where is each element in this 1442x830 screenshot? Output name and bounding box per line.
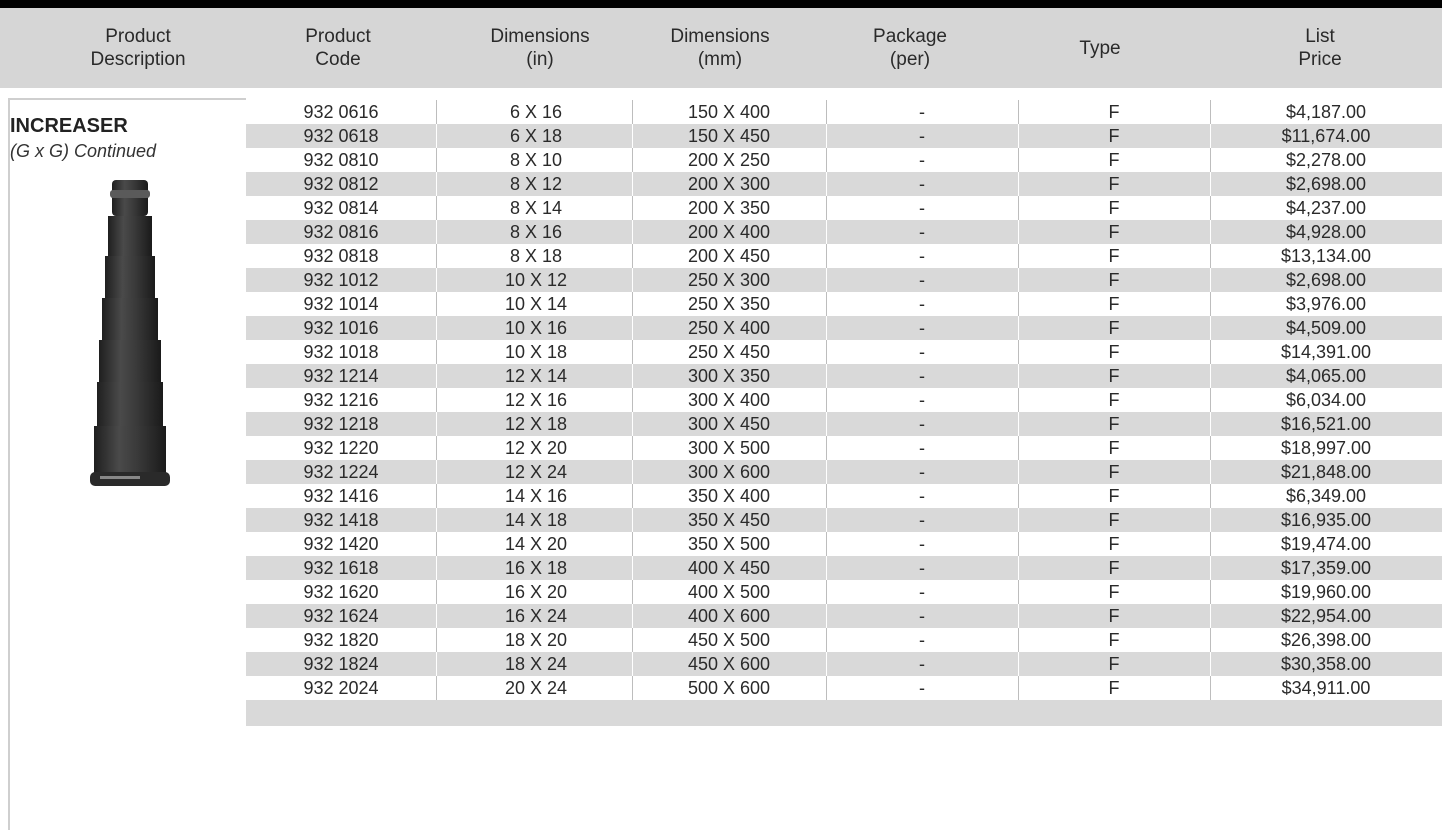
cell-list-price: $4,237.00: [1285, 198, 1367, 218]
cell-product-code: 932 1224: [303, 462, 379, 482]
column-separator: [436, 460, 437, 484]
column-separator: [436, 172, 437, 196]
cell-dimensions-in: 18 X 20: [504, 630, 568, 650]
cell-type: F: [1108, 366, 1120, 386]
column-separator: [436, 628, 437, 652]
cell-type: F: [1108, 390, 1120, 410]
cell-package: -: [919, 222, 925, 242]
column-separator: [436, 652, 437, 676]
cell-list-price: $6,034.00: [1285, 390, 1367, 410]
cell-dimensions-mm: 300 X 600: [687, 462, 771, 482]
cell-type: F: [1108, 678, 1120, 698]
cell-type: F: [1108, 414, 1120, 434]
cell-product-code: 932 0616: [303, 102, 379, 122]
cell-dimensions-mm: 300 X 450: [687, 414, 771, 434]
table-row: [246, 268, 1442, 292]
cell-dimensions-mm: 250 X 400: [687, 318, 771, 338]
column-separator: [436, 412, 437, 436]
cell-product-code: 932 1016: [303, 318, 379, 338]
cell-type: F: [1108, 486, 1120, 506]
column-separator: [436, 268, 437, 292]
cell-package: -: [919, 678, 925, 698]
column-separator: [436, 532, 437, 556]
stepped-pipe-increaser-icon: [90, 176, 170, 516]
column-separator: [436, 436, 437, 460]
cell-package: -: [919, 174, 925, 194]
cell-package: -: [919, 150, 925, 170]
cell-type: F: [1108, 558, 1120, 578]
cell-dimensions-mm: 250 X 300: [687, 270, 771, 290]
cell-list-price: $11,674.00: [1281, 126, 1371, 146]
cell-product-code: 932 0812: [303, 174, 379, 194]
cell-type: F: [1108, 462, 1120, 482]
cell-type: F: [1108, 342, 1120, 362]
cell-dimensions-mm: 200 X 350: [687, 198, 771, 218]
cell-dimensions-in: 12 X 24: [504, 462, 568, 482]
cell-product-code: 932 1220: [303, 438, 379, 458]
cell-dimensions-in: 16 X 20: [504, 582, 568, 602]
cell-package: -: [919, 486, 925, 506]
cell-type: F: [1108, 654, 1120, 674]
cell-package: -: [919, 126, 925, 146]
cell-dimensions-mm: 300 X 500: [687, 438, 771, 458]
cell-package: -: [919, 414, 925, 434]
cell-dimensions-mm: 250 X 350: [687, 294, 771, 314]
cell-type: F: [1108, 270, 1120, 290]
column-separator: [436, 604, 437, 628]
cell-product-code: 932 1012: [303, 270, 379, 290]
cell-dimensions-mm: 300 X 350: [687, 366, 771, 386]
header-dimensions-in: Dimensions (in): [490, 26, 590, 70]
table-row: [246, 580, 1442, 604]
cell-type: F: [1108, 606, 1120, 626]
cell-dimensions-in: 20 X 24: [504, 678, 568, 698]
cell-type: F: [1108, 294, 1120, 314]
cell-list-price: $22,954.00: [1280, 606, 1372, 626]
cell-package: -: [919, 462, 925, 482]
table-row: [246, 460, 1442, 484]
cell-dimensions-in: 10 X 14: [504, 294, 568, 314]
cell-dimensions-in: 12 X 16: [504, 390, 568, 410]
cell-dimensions-in: 18 X 24: [504, 654, 568, 674]
cell-type: F: [1108, 582, 1120, 602]
cell-dimensions-in: 8 X 14: [509, 198, 563, 218]
cell-dimensions-in: 8 X 18: [509, 246, 563, 266]
table-row: [246, 412, 1442, 436]
cell-dimensions-mm: 350 X 500: [687, 534, 771, 554]
table-row: [246, 148, 1442, 172]
cell-dimensions-in: 14 X 16: [504, 486, 568, 506]
cell-type: F: [1108, 534, 1120, 554]
cell-dimensions-mm: 300 X 400: [687, 390, 771, 410]
cell-dimensions-mm: 150 X 450: [687, 126, 771, 146]
cell-dimensions-mm: 400 X 450: [687, 558, 771, 578]
table-footer-band: [246, 700, 1442, 726]
column-separator: [436, 292, 437, 316]
column-separator: [436, 484, 437, 508]
cell-package: -: [919, 246, 925, 266]
cell-type: F: [1108, 510, 1120, 530]
table-row: [246, 676, 1442, 700]
cell-list-price: $16,521.00: [1280, 414, 1372, 434]
cell-list-price: $2,278.00: [1285, 150, 1367, 170]
cell-package: -: [919, 198, 925, 218]
column-separator: [436, 364, 437, 388]
cell-type: F: [1108, 630, 1120, 650]
cell-package: -: [919, 582, 925, 602]
cell-product-code: 932 1624: [303, 606, 379, 626]
cell-list-price: $2,698.00: [1285, 270, 1367, 290]
cell-dimensions-in: 16 X 18: [504, 558, 568, 578]
cell-dimensions-in: 6 X 18: [509, 126, 563, 146]
cell-dimensions-mm: 400 X 500: [687, 582, 771, 602]
header-type: Type: [1079, 37, 1121, 59]
cell-list-price: $4,187.00: [1285, 102, 1367, 122]
column-separator: [436, 124, 437, 148]
cell-dimensions-in: 12 X 14: [504, 366, 568, 386]
cell-dimensions-in: 16 X 24: [504, 606, 568, 626]
table-row: [246, 196, 1442, 220]
cell-list-price: $4,928.00: [1285, 222, 1367, 242]
cell-package: -: [919, 342, 925, 362]
table-row: [246, 508, 1442, 532]
cell-list-price: $6,349.00: [1285, 486, 1367, 506]
cell-product-code: 932 1416: [303, 486, 379, 506]
table-row: [246, 220, 1442, 244]
column-separator: [436, 220, 437, 244]
cell-type: F: [1108, 318, 1120, 338]
cell-list-price: $30,358.00: [1280, 654, 1372, 674]
cell-list-price: $34,911.00: [1281, 678, 1371, 698]
table-row: [246, 484, 1442, 508]
cell-product-code: 932 1216: [303, 390, 379, 410]
table-row: [246, 628, 1442, 652]
cell-package: -: [919, 558, 925, 578]
price-table: [246, 100, 1442, 726]
cell-list-price: $17,359.00: [1280, 558, 1372, 578]
column-separator: [436, 556, 437, 580]
table-row: [246, 532, 1442, 556]
cell-dimensions-mm: 500 X 600: [687, 678, 771, 698]
cell-product-code: 932 0818: [303, 246, 379, 266]
table-row: [246, 100, 1442, 124]
cell-product-code: 932 1018: [303, 342, 379, 362]
cell-product-code: 932 1014: [303, 294, 379, 314]
cell-list-price: $19,474.00: [1280, 534, 1372, 554]
table-row: [246, 604, 1442, 628]
cell-product-code: 932 1820: [303, 630, 379, 650]
cell-dimensions-mm: 200 X 250: [687, 150, 771, 170]
column-separator: [436, 100, 437, 124]
cell-dimensions-mm: 200 X 300: [687, 174, 771, 194]
cell-product-code: 932 1618: [303, 558, 379, 578]
cell-type: F: [1108, 198, 1120, 218]
header-product-code: Product Code: [305, 26, 371, 70]
column-separator: [436, 580, 437, 604]
cell-package: -: [919, 654, 925, 674]
cell-dimensions-mm: 450 X 500: [687, 630, 771, 650]
table-row: [246, 388, 1442, 412]
cell-product-code: 932 1218: [303, 414, 379, 434]
cell-dimensions-mm: 350 X 450: [687, 510, 771, 530]
cell-dimensions-in: 12 X 18: [504, 414, 568, 434]
cell-type: F: [1108, 438, 1120, 458]
cell-dimensions-in: 6 X 16: [509, 102, 563, 122]
cell-dimensions-in: 10 X 16: [504, 318, 568, 338]
column-separator: [436, 508, 437, 532]
cell-list-price: $3,976.00: [1285, 294, 1367, 314]
column-separator: [436, 196, 437, 220]
cell-package: -: [919, 366, 925, 386]
cell-dimensions-in: 14 X 18: [504, 510, 568, 530]
table-row: [246, 436, 1442, 460]
cell-type: F: [1108, 222, 1120, 242]
cell-product-code: 932 1214: [303, 366, 379, 386]
cell-dimensions-mm: 400 X 600: [687, 606, 771, 626]
cell-dimensions-in: 12 X 20: [504, 438, 568, 458]
cell-product-code: 932 1420: [303, 534, 379, 554]
table-row: [246, 244, 1442, 268]
cell-dimensions-in: 8 X 10: [509, 150, 563, 170]
cell-dimensions-in: 10 X 12: [504, 270, 568, 290]
table-row: [246, 556, 1442, 580]
header-list-price: List Price: [1298, 26, 1342, 70]
column-separator: [436, 244, 437, 268]
cell-package: -: [919, 510, 925, 530]
column-separator: [436, 340, 437, 364]
cell-dimensions-in: 10 X 18: [504, 342, 568, 362]
product-subtitle: (G x G) Continued: [10, 141, 157, 161]
cell-dimensions-mm: 350 X 400: [687, 486, 771, 506]
cell-package: -: [919, 606, 925, 626]
cell-package: -: [919, 102, 925, 122]
table-row: [246, 124, 1442, 148]
cell-list-price: $4,065.00: [1285, 366, 1367, 386]
cell-package: -: [919, 318, 925, 338]
cell-package: -: [919, 270, 925, 290]
cell-package: -: [919, 390, 925, 410]
cell-type: F: [1108, 246, 1120, 266]
product-description-panel: [10, 100, 246, 830]
column-separator: [436, 316, 437, 340]
cell-dimensions-mm: 150 X 400: [687, 102, 771, 122]
cell-product-code: 932 0810: [303, 150, 379, 170]
cell-dimensions-in: 8 X 12: [509, 174, 563, 194]
cell-dimensions-mm: 200 X 400: [687, 222, 771, 242]
cell-package: -: [919, 294, 925, 314]
table-header: [0, 8, 1442, 88]
cell-product-code: 932 1418: [303, 510, 379, 530]
cell-product-code: 932 0816: [303, 222, 379, 242]
table-row: [246, 316, 1442, 340]
cell-list-price: $13,134.00: [1280, 246, 1372, 266]
cell-list-price: $19,960.00: [1280, 582, 1372, 602]
cell-product-code: 932 0618: [303, 126, 379, 146]
cell-package: -: [919, 438, 925, 458]
header-package: Package (per): [873, 26, 947, 70]
cell-product-code: 932 2024: [303, 678, 379, 698]
header-divider: [0, 88, 1442, 98]
column-separator: [436, 388, 437, 412]
cell-list-price: $2,698.00: [1285, 174, 1367, 194]
table-row: [246, 172, 1442, 196]
cell-dimensions-mm: 250 X 450: [687, 342, 771, 362]
cell-list-price: $4,509.00: [1285, 318, 1367, 338]
cell-dimensions-mm: 200 X 450: [687, 246, 771, 266]
cell-type: F: [1108, 150, 1120, 170]
cell-dimensions-mm: 450 X 600: [687, 654, 771, 674]
cell-product-code: 932 1824: [303, 654, 379, 674]
cell-dimensions-in: 14 X 20: [504, 534, 568, 554]
cell-product-code: 932 1620: [303, 582, 379, 602]
cell-list-price: $18,997.00: [1280, 438, 1372, 458]
header-dimensions-mm: Dimensions (mm): [670, 26, 770, 70]
cell-product-code: 932 0814: [303, 198, 379, 218]
column-separator: [436, 148, 437, 172]
cell-package: -: [919, 630, 925, 650]
product-title: INCREASER: [10, 115, 128, 137]
cell-list-price: $21,848.00: [1280, 462, 1372, 482]
cell-list-price: $26,398.00: [1280, 630, 1372, 650]
cell-package: -: [919, 534, 925, 554]
column-separator: [436, 676, 437, 700]
table-row: [246, 364, 1442, 388]
header-product-description: Product Description: [90, 26, 186, 70]
table-row: [246, 292, 1442, 316]
cell-dimensions-in: 8 X 16: [509, 222, 563, 242]
table-row: [246, 652, 1442, 676]
table-row: [246, 340, 1442, 364]
cell-type: F: [1108, 126, 1120, 146]
cell-list-price: $16,935.00: [1280, 510, 1372, 530]
cell-type: F: [1108, 174, 1120, 194]
cell-type: F: [1108, 102, 1120, 122]
cell-list-price: $14,391.00: [1280, 342, 1372, 362]
top-rule: [0, 0, 1442, 8]
